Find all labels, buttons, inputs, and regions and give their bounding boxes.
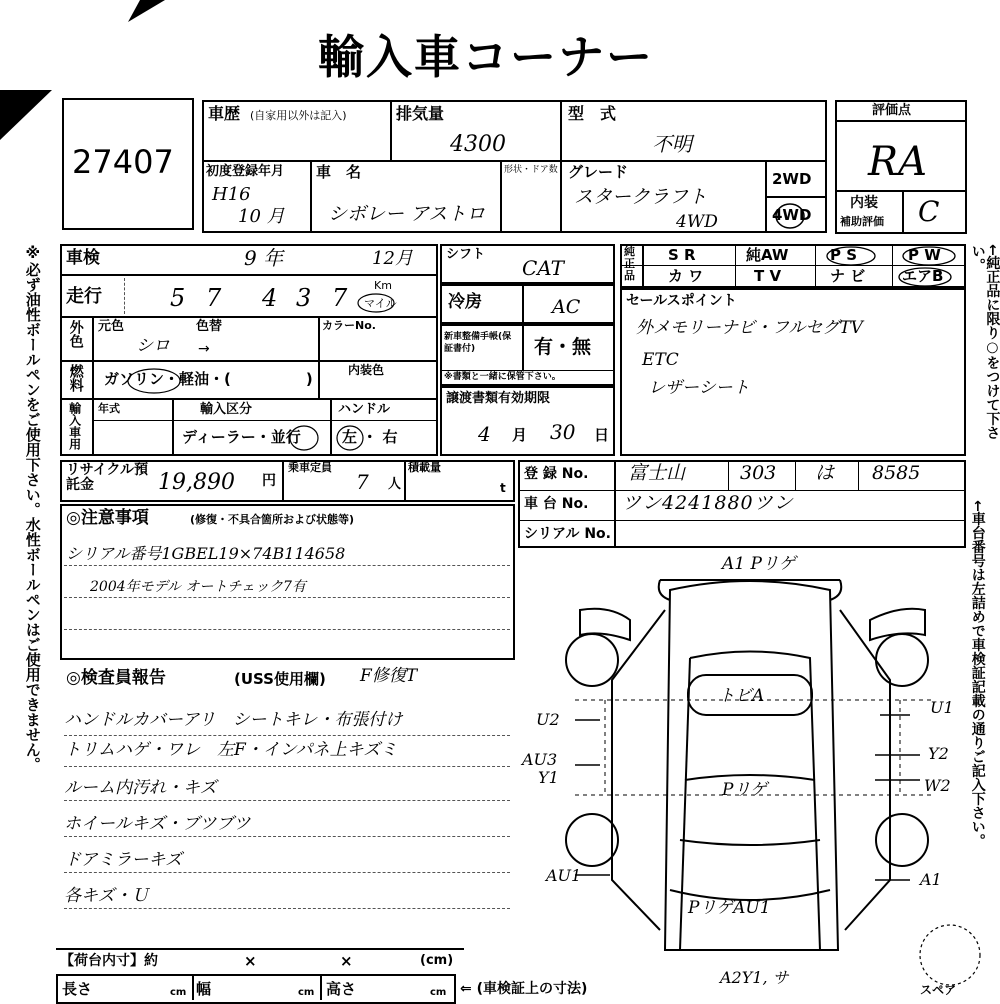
page-title: 輸入車コーナー xyxy=(318,30,654,84)
cargo-note: ⇐ (車検証上の寸法) xyxy=(460,981,588,997)
equip-sr: S R xyxy=(668,246,696,264)
drive-4wd: 4WD xyxy=(772,206,812,224)
grade-drive: 4WD xyxy=(676,212,718,232)
load-unit: t xyxy=(500,481,506,495)
import-circle xyxy=(288,424,322,452)
notes-label: ◎注意事項 xyxy=(66,508,149,528)
diagram-spare: スペア xyxy=(920,983,957,997)
genuine-label: 純正品 xyxy=(624,245,635,283)
reg-number: 8585 xyxy=(872,462,921,484)
lot-number: 27407 xyxy=(72,143,174,181)
color-change-label: 色替 xyxy=(196,319,223,334)
interior-sub: 補助評価 xyxy=(840,215,884,228)
sales-line: ETC xyxy=(642,350,679,370)
equip-kawa: カ ワ xyxy=(668,267,704,285)
diagram-mark-left: AU1 xyxy=(546,866,582,885)
shift-label: シフト xyxy=(446,247,486,262)
inspector-line: ホイールキズ・ブツブツ xyxy=(64,814,251,834)
inspector-line: ハンドルカバーアリ シートキレ・布張付け xyxy=(64,710,403,730)
import-type-options: ディーラー・並行 xyxy=(182,428,301,446)
notes-sub: (修復・不具合箇所および状態等) xyxy=(190,513,355,526)
equip-circles xyxy=(815,244,967,288)
shift-value: CAT xyxy=(522,256,564,280)
notes-line: シリアル番号1GBEL19×74B114658 xyxy=(66,544,346,563)
serial-label: シリアル No. xyxy=(524,526,611,542)
recycle-value: 19,890 xyxy=(158,470,235,495)
mileage-digit: 7 xyxy=(206,284,222,312)
side-right-top-note: ←純正品に限り○をつけて下さい。 xyxy=(969,244,1000,440)
reg-class: 303 xyxy=(740,462,777,484)
manual-label: 新車整備手帳(保証書付) xyxy=(444,332,512,354)
inspection-month: 12月 xyxy=(372,248,413,269)
sales-line: 外メモリーナビ・フルセグTV xyxy=(636,318,863,338)
diagram-mark-left: U2 xyxy=(536,710,560,729)
inspector-line: ルーム内汚れ・キズ xyxy=(64,778,217,798)
color-side-label: 外色 xyxy=(67,320,84,348)
chassis-label: 車 台 No. xyxy=(524,496,589,512)
cargo-cm: cm xyxy=(298,987,315,998)
mileage-unit-km: Km xyxy=(374,279,392,292)
interior-label: 内装 xyxy=(850,195,878,211)
cargo-label: 【荷台内寸】約 xyxy=(60,953,158,969)
inspector-sub: (USS使用欄) xyxy=(234,670,326,688)
interior-value: C xyxy=(918,195,940,228)
import-type-label: 輸入区分 xyxy=(200,402,253,417)
inspector-line: 各キズ・Ｕ xyxy=(64,886,149,906)
displacement-value: 4300 xyxy=(450,132,506,157)
inspection-year: 9 年 xyxy=(244,246,284,270)
equip-aw: 純AW xyxy=(746,246,789,264)
car-name-value: シボレー アストロ xyxy=(328,203,486,225)
transfer-day: 30 xyxy=(550,420,576,444)
handle-circle xyxy=(334,424,366,452)
diagram-mark-right: U1 xyxy=(930,698,954,717)
sales-label: セールスポイント xyxy=(626,293,737,309)
handle-label: ハンドル xyxy=(338,402,391,417)
sales-line: レザーシート xyxy=(648,378,750,398)
capacity-unit: 人 xyxy=(388,477,402,492)
displacement-label: 排気量 xyxy=(396,104,445,123)
cargo-cm: cm xyxy=(170,987,187,998)
inspector-note: F修復T xyxy=(360,666,418,686)
inspector-line: トリムハゲ・ワレ 左F・インパネ上キズミ xyxy=(64,740,398,760)
equip-tv: T V xyxy=(754,267,782,285)
diagram-mark-right: Y2 xyxy=(928,744,949,763)
transfer-label: 譲渡書類有効期限 xyxy=(446,391,551,406)
cargo-width-label: 幅 xyxy=(196,980,212,998)
chassis-value: ツン4241880ツン xyxy=(622,492,794,514)
ac-label: 冷房 xyxy=(448,292,482,312)
side-left-note: ※必ず油性ボールペンをご使用下さい。水性ボールペンはご使用できません。 xyxy=(23,244,42,772)
cargo-length-label: 長さ xyxy=(62,980,93,998)
diagram-bottom: PリゲAU1 xyxy=(688,898,771,918)
history-label: 車歴 xyxy=(208,104,241,123)
drive-4wd-circle xyxy=(768,198,824,230)
diagram-mark-right: A1 xyxy=(920,870,942,889)
reg-label: 登 録 No. xyxy=(524,466,589,482)
orig-color-value: シロ xyxy=(136,336,170,356)
grade-label: グレード xyxy=(568,163,629,181)
import-label: 輸入車用 xyxy=(67,402,82,450)
grade-value: スタークラフト xyxy=(574,186,708,208)
diagram-mark-right: W2 xyxy=(924,776,951,795)
car-diagram xyxy=(520,550,990,995)
inspection-label: 車検 xyxy=(66,248,100,268)
recycle-unit: 円 xyxy=(262,473,276,489)
shape-label: 形状・ドア数 xyxy=(504,165,558,175)
inspector-label: ◎検査員報告 xyxy=(66,668,166,688)
mileage-digit: 5 xyxy=(170,284,186,312)
first-reg-era: H16 xyxy=(212,184,251,205)
car-name-label: 車 名 xyxy=(316,163,362,181)
ac-value: AC xyxy=(552,296,581,318)
inspector-line: ドアミラーキズ xyxy=(64,850,183,870)
sales-box xyxy=(620,288,966,456)
color-no-label: カラーNo. xyxy=(322,319,376,332)
reg-area: 富士山 xyxy=(628,462,686,484)
color-arrow: → xyxy=(198,341,210,357)
fuel-options: ガソリン・軽油・( ) xyxy=(104,370,313,388)
model-year-label: 年式 xyxy=(98,402,120,415)
first-reg-month: 10 月 xyxy=(238,206,285,227)
diagram-mark-left: AU3 xyxy=(522,750,558,769)
model-label: 型 式 xyxy=(568,104,617,123)
orig-color-label: 元色 xyxy=(98,319,125,334)
cargo-x2: × xyxy=(340,952,353,970)
recycle-label: リサイクル預託金 xyxy=(66,462,149,494)
equip-ps: P S xyxy=(830,246,858,264)
cargo-x1: × xyxy=(244,952,257,970)
equip-navi: ナ ビ xyxy=(830,267,866,285)
manual-note: ※書類と一緒に保管下さい。 xyxy=(444,372,561,382)
transfer-day-unit: 日 xyxy=(594,426,610,444)
drive-2wd: 2WD xyxy=(772,170,812,188)
score-label: 評価点 xyxy=(872,103,912,118)
model-value: 不明 xyxy=(652,132,692,156)
reg-kana: は xyxy=(815,462,835,484)
capacity-label: 乗車定員 xyxy=(288,461,332,474)
side-right-bottom-note: ←車台番号は左詰めで車検証記載の通りご記入下さい。 xyxy=(969,500,986,848)
equip-airbag: エアB xyxy=(902,267,944,285)
notes-line: 2004年モデル オートチェック7有 xyxy=(90,579,306,595)
handle-options: 左 ・ 右 xyxy=(342,428,398,446)
mileage-label: 走行 xyxy=(66,286,102,307)
first-reg-label: 初度登録年月 xyxy=(206,164,285,179)
score-value: RA xyxy=(868,139,928,185)
manual-value: 有・無 xyxy=(534,336,592,358)
capacity-value: 7 xyxy=(356,470,369,494)
fuel-label: 燃料 xyxy=(67,364,84,392)
mileage-digit: 3 xyxy=(296,284,312,312)
interior-color-label: 内装色 xyxy=(348,363,385,377)
diagram-a1p-top: A1 Pリゲ xyxy=(722,554,796,574)
history-note: (自家用以外は記入) xyxy=(250,109,347,122)
cargo-cm: cm xyxy=(430,987,447,998)
diagram-mark-left: Y1 xyxy=(538,768,559,787)
mileage-unit-mile: マイル xyxy=(364,297,397,310)
mileage-digit: 7 xyxy=(332,284,348,312)
diagram-roof: トビA xyxy=(718,686,765,706)
transfer-month: 4 xyxy=(478,422,491,446)
fuel-circle xyxy=(124,366,184,396)
diagram-center: Pリゲ xyxy=(722,780,768,800)
mileage-digit: 4 xyxy=(262,284,278,312)
diagram-rear-bottom: A2Y1, サ xyxy=(720,968,789,987)
cargo-height-label: 高さ xyxy=(326,980,357,998)
mile-circle xyxy=(356,292,396,314)
transfer-month-unit: 月 xyxy=(512,426,528,444)
equip-pw: P W xyxy=(908,246,941,264)
cargo-unit: (cm) xyxy=(420,953,454,968)
load-label: 積載量 xyxy=(408,461,441,474)
